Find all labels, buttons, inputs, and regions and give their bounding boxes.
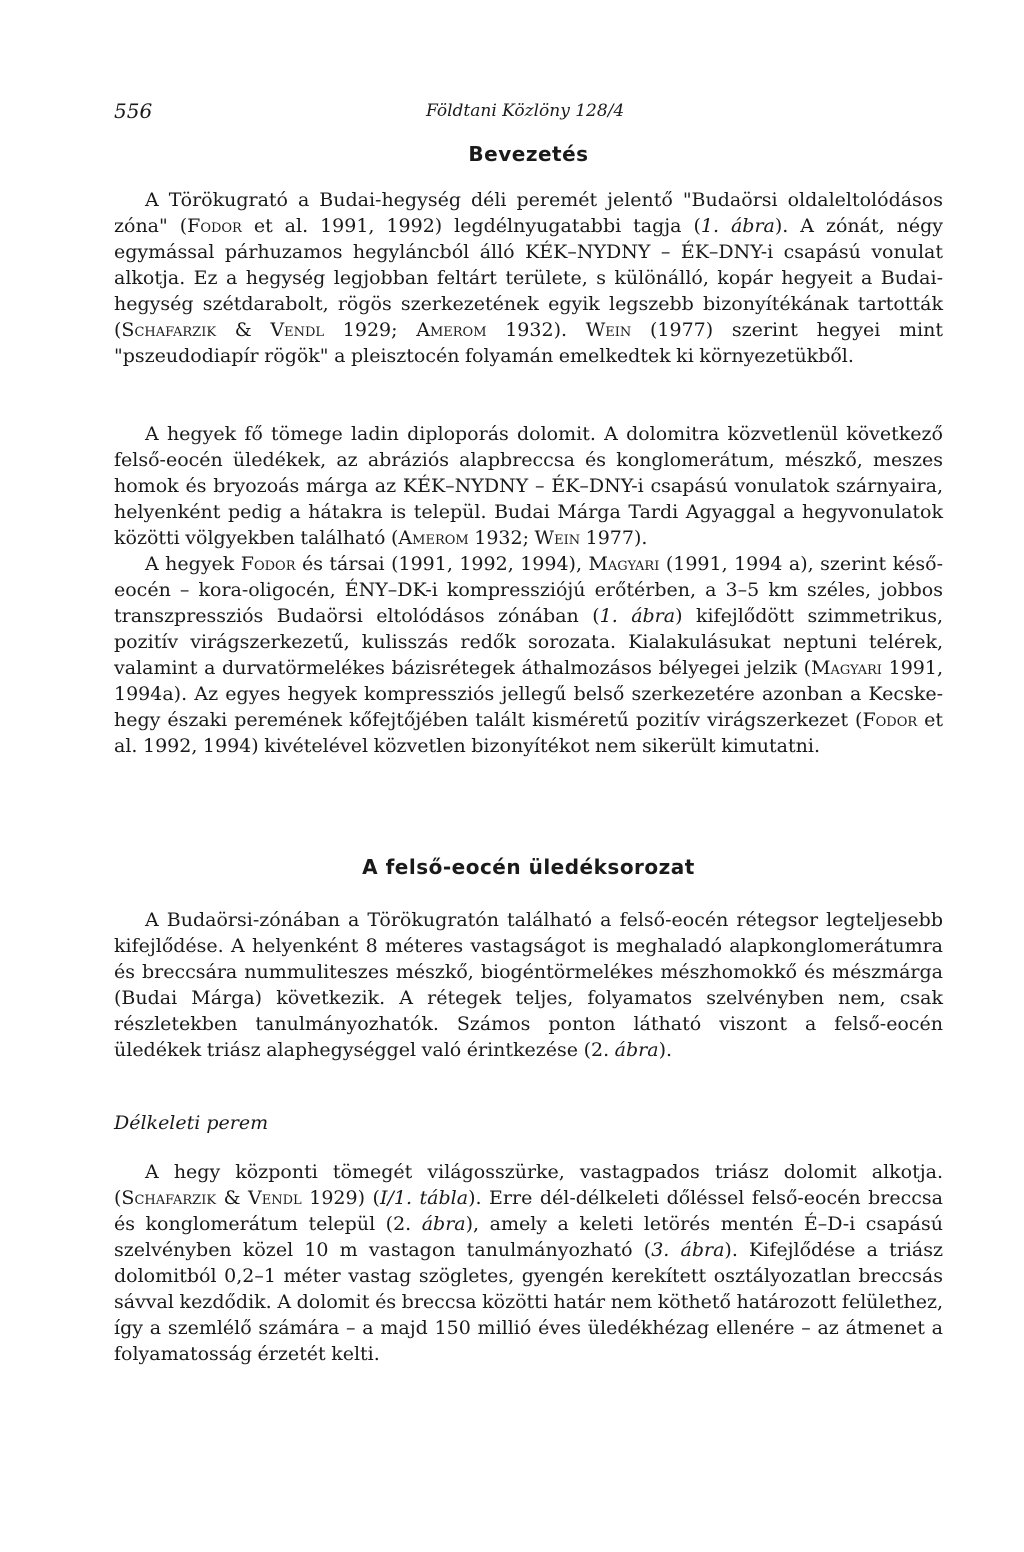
text-run: et al. 1992, 1994) kivételével közvetlen bizonyítékot nem sikerült kimutatni. [114, 709, 944, 757]
page-number: 556 [114, 99, 153, 123]
author-citation: Fodor [187, 215, 242, 237]
text-run: ) kifejlődött szimmetrikus, pozitív virágszerkezetű, kulisszás redők sorozata. Kialakulásukat neptuni telérek, valamint a durvatörmelékes bázisrétegek áthalmozásos bélyegei jelzik ( [114, 605, 944, 679]
text-run: 1929) ( [301, 1187, 380, 1209]
author-citation: Vendl [248, 1187, 302, 1209]
text-run: ). Erre dél-délkeleti dőléssel felső-eocén breccsa és konglomerátum települ (2. [114, 1187, 943, 1235]
section-heading-introduction: Bevezetés [468, 142, 589, 166]
text-run: 1991, 1994a). Az egyes hegyek kompressziós jellegű belső szerkezetére azonban a Kecske-hegy északi peremének kőfejtőjében talált kisméretű pozitív virágszerkezet ( [114, 657, 943, 731]
text-run: (1991, 1994 a), szerint késő-eocén – kora-oligocén, ÉNY–DK-i kompressziójú erőtérben, a 3–5 km széles, jobbos transzpressziós Budaörsi eltolódásos zónában ( [114, 553, 944, 627]
paragraph-introduction-1 [114, 187, 943, 369]
figure-reference: 3. ábra [651, 1239, 725, 1261]
text-run: ), amely a keleti letörés mentén É–D-i csapású szelvényben közel 10 m vastagon tanulmányozható ( [114, 1213, 944, 1261]
plate-reference: I/1. tábla [379, 1187, 469, 1209]
text-run: & [216, 1187, 249, 1209]
subsection-heading-southeast-margin: Délkeleti perem [114, 1112, 269, 1134]
text-run: 1929; [324, 319, 417, 341]
author-citation: Wein [534, 527, 581, 549]
author-citation: Schafarzik [121, 1187, 217, 1209]
text-run: A Budaörsi-zónában a Törökugratón található a felső-eocén rétegsor legteljesebb kifejlődése. A helyenként 8 méteres vastagságot is meghaladó alapkonglomerátumra és breccsára nummuliteszes mészkő, biogéntörmelékes mészhomokkő és mészmárga (Budai Márga) következik. A rétegek teljes, folyamatos szelvényben nem, csak részletekben tanulmányozhatók. Számos ponton látható viszont a felső-eocén üledékek triász alaphegységgel való érintkezése (2. [114, 909, 943, 1061]
text-run: A hegy központi tömegét világosszürke, vastagpados triász dolomit alkotja. ( [114, 1161, 943, 1209]
section-heading-upper-eocene: A felső-eocén üledéksorozat [362, 855, 695, 879]
author-citation: Amerom [416, 319, 487, 341]
author-citation: Magyari [588, 553, 660, 575]
author-citation: Amerom [398, 527, 469, 549]
author-citation: Magyari [811, 657, 882, 679]
author-citation: Wein [585, 319, 632, 341]
figure-reference: 1. ábra [599, 605, 676, 627]
figure-reference: 1. ábra [700, 215, 775, 237]
text-run: és társai (1991, 1992, 1994), [295, 553, 589, 575]
journal-title: Földtani Közlöny 128/4 [426, 101, 625, 121]
paragraph-introduction-3 [114, 551, 943, 759]
text-run: ). Kifejlődése a triász dolomitból 0,2–1 méter vastag szögletes, gyengén kerekített osztályozatlan breccsás sávval kezdődik. A dolomit és breccsa közötti határ nem köthető határozott felülethez, így a szemlélő számára – a majd 150 millió éves üledékhézag ellenére – az átmenet a folyamatosság érzetét kelti. [114, 1239, 943, 1365]
text-run: (1977) szerint hegyei mint "pszeudodiapír rögök" a pleisztocén folyamán emelkedtek ki környezetükből. [114, 319, 943, 367]
text-run: ). [658, 1039, 673, 1061]
running-head [114, 99, 943, 127]
text-run: A hegyek fő tömege ladin diploporás dolomit. A dolomitra közvetlenül következő felső-eocén üledékek, az abráziós alapbreccsa és konglomerátum, mészkő, meszes homok és bryozoás márga az KÉK–NYDNY – ÉK–DNY-i csapású vonulatok szárnyaira, helyenként pedig a hátakra is települ. Budai Márga Tardi Agyaggal a hegyvonulatok közötti völgyekben található ( [114, 423, 943, 549]
figure-reference: ábra [421, 1213, 466, 1235]
figure-reference: ábra [614, 1039, 659, 1061]
text-run: 1932; [468, 527, 535, 549]
text-run: ). A zónát, négy egymással párhuzamos hegyláncból álló KÉK–NYDNY – ÉK–DNY-i csapású vonulat alkotja. Ez a hegység legjobban feltárt területe, s különálló, kopár hegyeit a Budai-hegység szétdarabolt, rögös szerkezetének egyik legszebb bizonyítékának tartották ( [114, 215, 944, 341]
text-run: & [216, 319, 271, 341]
paragraph-southeast-margin-1 [114, 1159, 943, 1367]
author-citation: Schafarzik [121, 319, 217, 341]
text-run: 1977). [580, 527, 648, 549]
author-citation: Fodor [240, 553, 296, 575]
text-run: A Törökugrató a Budai-hegység déli peremét jelentő "Budaörsi oldaleltolódásos zóna" ( [114, 189, 943, 237]
text-run: 1932). [486, 319, 586, 341]
text-run: A hegyek [145, 553, 241, 575]
text-run: et al. 1991, 1992) legdélnyugatabbi tagja ( [241, 215, 701, 237]
paragraph-upper-eocene-1 [114, 907, 943, 1063]
author-citation: Fodor [862, 709, 918, 731]
author-citation: Vendl [270, 319, 325, 341]
paragraph-introduction-2 [114, 421, 943, 551]
